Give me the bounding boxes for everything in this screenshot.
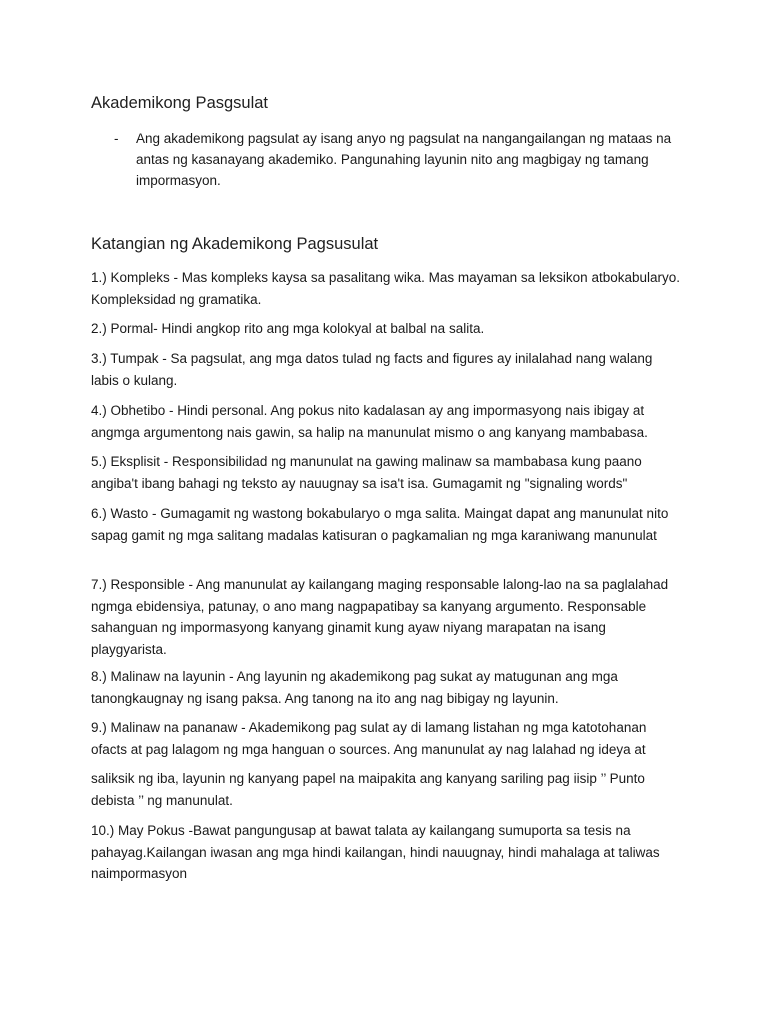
item-malinaw-na-layunin: 8.) Malinaw na layunin - Ang layunin ng akademikong pag sukat ay matugunan ang mga tanongkaugnay ng isang paksa. Ang tanong na ito ang nag bibigay ng layunin. (91, 669, 618, 706)
item-kompleks: 1.) Kompleks - Mas kompleks kaysa sa pasalitang wika. Mas mayaman sa leksikon atbokabularyo. Kompleksidad ng gramatika. (91, 270, 681, 307)
bullet-dash: - (114, 131, 119, 146)
item-responsible: 7.) Responsible - Ang manunulat ay kailangang maging responsable lalong-lao na sa paglalahad ngmga ebidensiya, patunay, o ano mang nagpapatibay sa kanyang argumento. Responsable sahanguan ng impormasyong kanyang ginamit kung ayaw niyang marapatan na isang playgyarista. (91, 577, 669, 657)
item-malinaw-na-pananaw-cont: saliksik ng iba, layunin ng kanyang papel na maipakita ang kanyang sariling pag iisip ’’ Punto debista ’’ ng manunulat. (91, 771, 645, 808)
item-wasto: 6.) Wasto - Gumagamit ng wastong bokabularyo o mga salita. Maingat dapat ang manunulat nito sapag gamit ng mga salitang madalas katisuran o pagkamalian ng mga karaniwang manunulat (91, 506, 669, 543)
item-eksplisit: 5.) Eksplisit - Responsibilidad ng manunulat na gawing malinaw sa mambabasa kung paano angiba't ibang bahagi ng teksto ay nauugnay sa isa't isa. Gumagamit ng "signaling words" (91, 454, 642, 491)
heading-katangian: Katangian ng Akademikong Pagsusulat (91, 235, 379, 253)
heading-akademikong-pagsulat: Akademikong Pasgsulat (91, 94, 269, 112)
item-tumpak: 3.) Tumpak - Sa pagsulat, ang mga datos tulad ng facts and figures ay inilalahad nang walang labis o kulang. (91, 351, 653, 388)
definition-text: Ang akademikong pagsulat ay isang anyo ng pagsulat na nangangailangan ng mataas na antas ng kasanayang akademiko. Pangunahing layunin nito ang magbigay ng tamang impormasyon. (136, 131, 672, 188)
item-may-pokus: 10.) May Pokus -Bawat pangungusap at bawat talata ay kailangang sumuporta sa tesis na pahayag.Kailangan iwasan ang mga hindi kailangan, hindi nauugnay, hindi mahalaga at taliwas naimpormasyon (91, 823, 660, 881)
item-malinaw-na-pananaw: 9.) Malinaw na pananaw - Akademikong pag sulat ay di lamang listahan ng mga katotohanan ofacts at pag lalagom ng mga hanguan o sources. Ang manunulat ay nag lalahad ng ideya at (91, 720, 647, 757)
item-pormal: 2.) Pormal- Hindi angkop rito ang mga kolokyal at balbal na salita. (91, 321, 485, 336)
item-obhetibo: 4.) Obhetibo - Hindi personal. Ang pokus nito kadalasan ay ang impormasyong nais ibigay at angmga argumentong nais gawin, sa halip na manunulat mismo o ang kanyang mambabasa. (91, 403, 648, 440)
